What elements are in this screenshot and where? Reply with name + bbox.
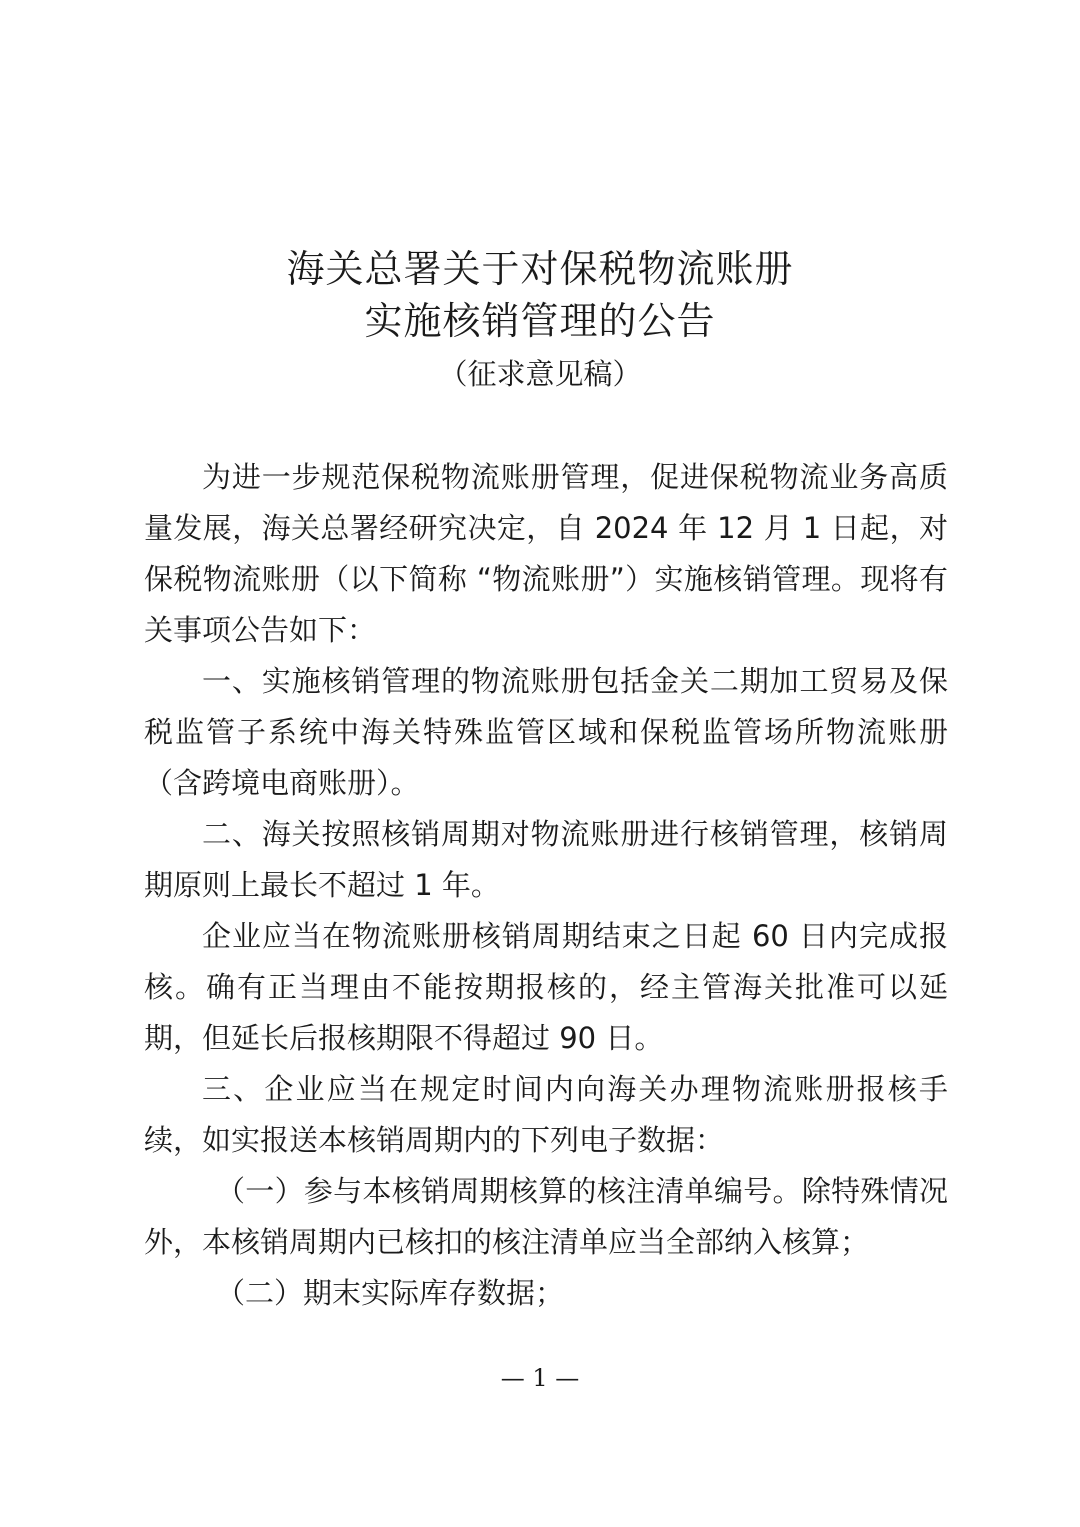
title-line-2: 实施核销管理的公告 <box>364 299 716 343</box>
title-block <box>0 243 1080 395</box>
paragraph-subitem-1: （一）参与本核销周期核算的核注清单编号。除特殊情况外，本核销周期内已核扣的核注清单应当全部纳入核算； <box>144 1174 948 1259</box>
paragraph-item-2-detail: 企业应当在物流账册核销周期结束之日起 60 日内完成报核。确有正当理由不能按期报核的，经主管海关批准可以延期，但延长后报核期限不得超过 90 日。 <box>144 919 948 1055</box>
paragraph-item-1: 一、实施核销管理的物流账册包括金关二期加工贸易及保税监管子系统中海关特殊监管区域和保税监管场所物流账册（含跨境电商账册）。 <box>144 664 948 800</box>
page-number: — 1 — <box>500 1364 580 1392</box>
title-line-1: 海关总署关于对保税物流账册 <box>286 247 794 291</box>
paragraph-item-2: 二、海关按照核销周期对物流账册进行核销管理，核销周期原则上最长不超过 1 年。 <box>144 817 948 902</box>
paragraph-subitem-2: （二）期末实际库存数据； <box>216 1276 565 1310</box>
subtitle: （征求意见稿） <box>438 357 642 391</box>
paragraph-item-3: 三、企业应当在规定时间内向海关办理物流账册报核手续，如实报送本核销周期内的下列电子数据： <box>144 1072 948 1157</box>
paragraph-intro: 为进一步规范保税物流账册管理，促进保税物流业务高质量发展，海关总署经研究决定，自 2024 年 12 月 1 日起，对保税物流账册（以下简称 “物流账册”）实施核销管理。现将有关事项公告如下： <box>144 460 948 647</box>
document-body <box>144 452 948 1319</box>
